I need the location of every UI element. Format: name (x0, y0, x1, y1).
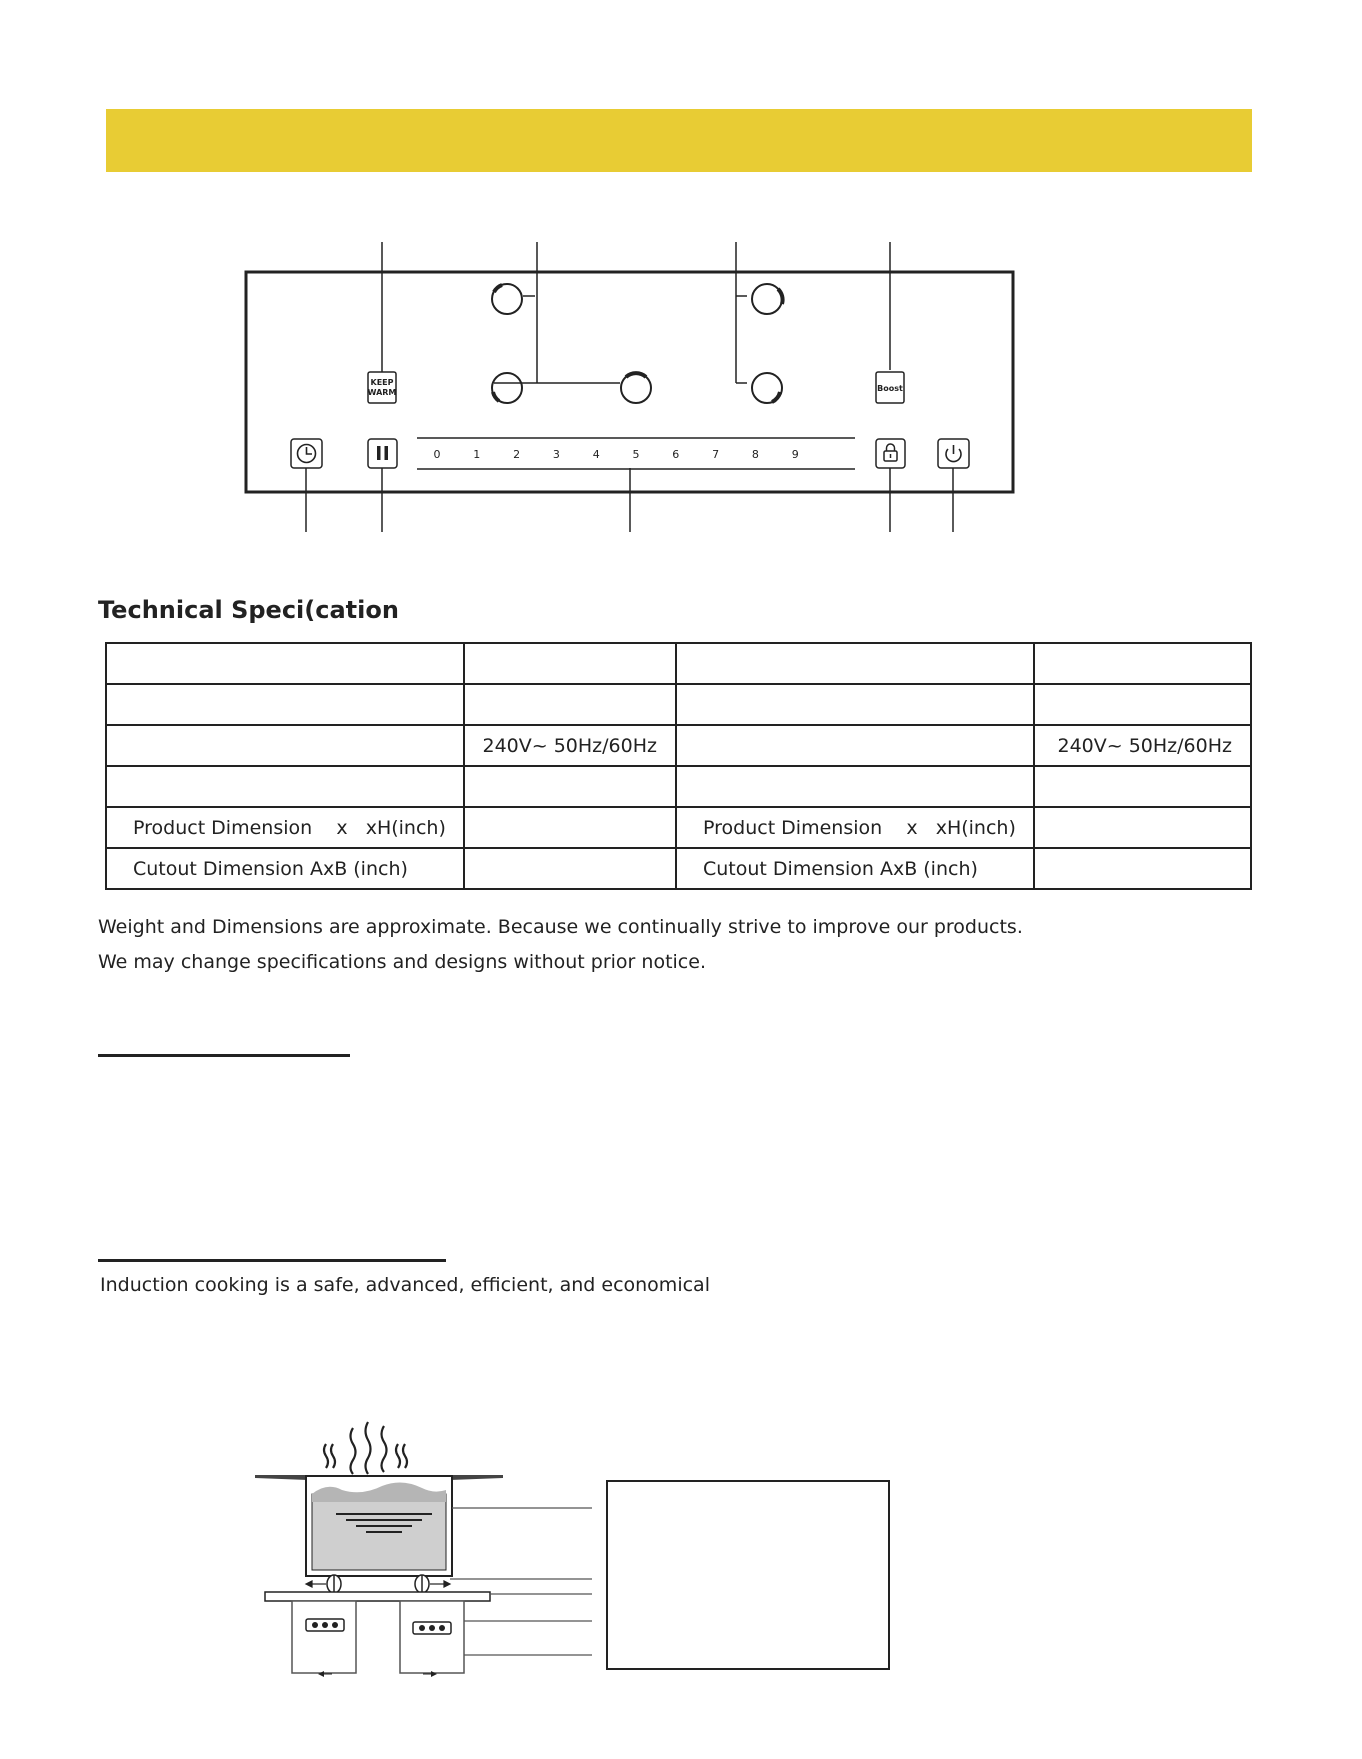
section-rule (98, 1054, 350, 1057)
control-panel-diagram (240, 242, 1020, 542)
table-cell (464, 766, 676, 807)
keep-warm-button (368, 372, 397, 403)
induction-cooking-diagram (250, 1416, 610, 1706)
power-button (938, 439, 969, 468)
power-level-slider (417, 438, 855, 469)
note-line-2: We may change specifications and designs without prior notice. (98, 951, 706, 973)
table-cell (106, 766, 464, 807)
table-row (106, 725, 1251, 766)
boost-label: Boost (877, 384, 903, 393)
slider-digit[interactable]: 9 (791, 448, 799, 461)
induction-intro-text: Induction cooking is a safe, advanced, efficient, and economical (100, 1274, 710, 1296)
technical-specification-heading: Technical Speci(cation (98, 596, 399, 624)
timer-button (291, 439, 322, 468)
electronics-left-icon (292, 1601, 356, 1677)
table-row (106, 684, 1251, 725)
slider-digit[interactable]: 0 (433, 448, 441, 461)
table-cell (106, 684, 464, 725)
table-cell (106, 725, 464, 766)
boost-button (876, 372, 904, 403)
cutout-dimension-label: Cutout Dimension AxB (inch) (676, 848, 1034, 889)
table-cell (676, 725, 1034, 766)
slider-digit[interactable]: 8 (751, 448, 759, 461)
slider-digit[interactable]: 5 (632, 448, 640, 461)
pot-icon (306, 1476, 452, 1576)
zone-rear-left-icon (492, 373, 522, 403)
pause-button (368, 439, 397, 468)
technical-specification-table (105, 642, 1252, 890)
table-cell (1034, 807, 1251, 848)
table-cell (464, 848, 676, 889)
product-dimension-label: Product Dimension x xH(inch) (106, 807, 464, 848)
induction-coil-icons (327, 1575, 429, 1593)
zone-rear-right-icon (752, 373, 782, 403)
zone-center-icon (621, 373, 651, 403)
table-cell (106, 643, 464, 684)
note-line-1: Weight and Dimensions are approximate. Because we continually strive to improve our products. (98, 916, 1023, 938)
keep-warm-label-line1: KEEP (370, 378, 394, 387)
table-cell (676, 684, 1034, 725)
product-dimension-label: Product Dimension x xH(inch) (676, 807, 1034, 848)
keep-warm-label-line2: WARM (367, 388, 397, 397)
section-rule (98, 1259, 446, 1262)
electronics-right-icon (400, 1601, 464, 1677)
zone-front-right-icon (752, 284, 783, 314)
table-cell (1034, 848, 1251, 889)
zone-front-left-icon (492, 284, 522, 314)
table-row (106, 807, 1251, 848)
steam-icon (324, 1422, 407, 1474)
table-row (106, 643, 1251, 684)
slider-digit[interactable]: 4 (592, 448, 600, 461)
table-cell (464, 684, 676, 725)
slider-digit[interactable]: 2 (513, 448, 521, 461)
header-banner (106, 109, 1252, 172)
diagram-legend-box (606, 1480, 890, 1670)
table-cell (676, 643, 1034, 684)
leader-lines (450, 1508, 592, 1655)
cooking-zone-icons (492, 284, 783, 403)
table-cell (1034, 684, 1251, 725)
table-cell (464, 643, 676, 684)
voltage-value: 240V~ 50Hz/60Hz (464, 725, 676, 766)
table-cell (1034, 766, 1251, 807)
lock-button (876, 439, 905, 468)
slider-digit[interactable]: 6 (672, 448, 680, 461)
slider-digit[interactable]: 1 (473, 448, 481, 461)
table-cell (1034, 643, 1251, 684)
table-row (106, 848, 1251, 889)
slider-digit[interactable]: 7 (712, 448, 720, 461)
table-row (106, 766, 1251, 807)
slider-digit[interactable]: 3 (552, 448, 560, 461)
cutout-dimension-label: Cutout Dimension AxB (inch) (106, 848, 464, 889)
table-cell (464, 807, 676, 848)
voltage-value: 240V~ 50Hz/60Hz (1034, 725, 1251, 766)
table-cell (676, 766, 1034, 807)
coil-plate (265, 1592, 490, 1601)
